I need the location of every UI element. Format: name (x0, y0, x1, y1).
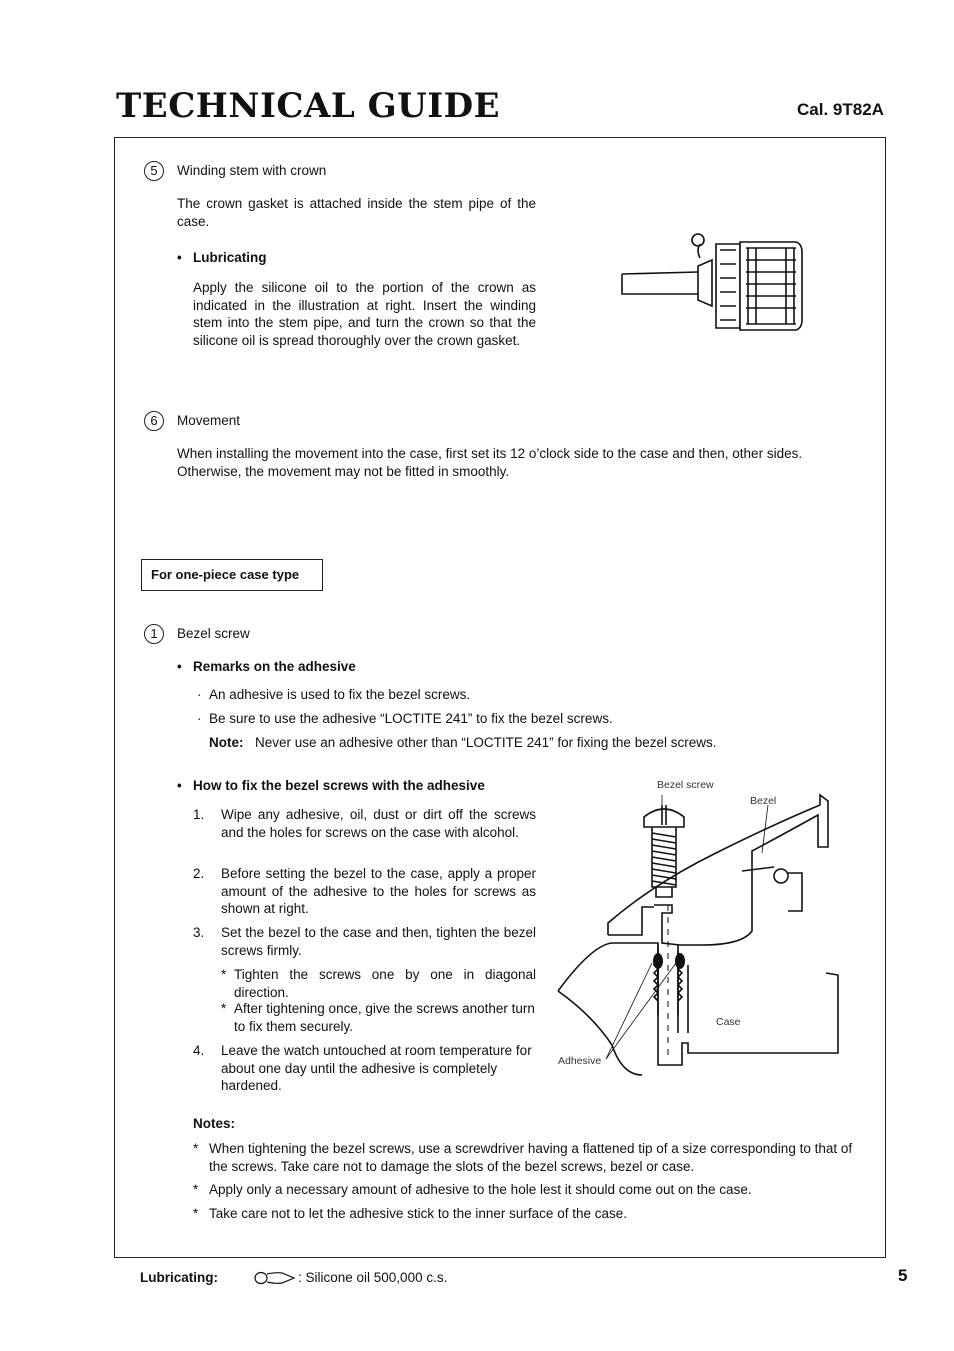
label-bezel: Bezel (750, 795, 777, 807)
sub-star: * (221, 1001, 227, 1016)
step-number: 3. (193, 925, 205, 940)
remark-dot-1: · (197, 687, 202, 702)
label-adhesive: Adhesive (558, 1055, 602, 1067)
note-item: Apply only a necessary amount of adhesive to the hole lest it should come out on the case. (209, 1182, 752, 1197)
section-number-6: 6 (144, 411, 164, 431)
page-title: TECHNICAL GUIDE (116, 86, 501, 126)
movement-text: When installing the movement into the case, first set its 12 o’clock side to the case and then, other sides. Otherwise, the movement may not be fitted in smoothly. (177, 446, 803, 479)
caliber-label: Cal. 9T82A (797, 100, 884, 119)
case-type-label: For one-piece case type (141, 559, 323, 591)
step-text: Before setting the bezel to the case, apply a proper amount of the adhesive to the holes for screws as shown at right. (221, 866, 536, 916)
note-star: * (193, 1206, 199, 1221)
note-item: When tightening the bezel screws, use a screwdriver having a flattened tip of a size corresponding to that of the screws. Take care not to damage the slots of the bezel screws, bezel or case. (209, 1141, 853, 1174)
page-number: 5 (898, 1266, 908, 1285)
oil-drop-icon (254, 1271, 296, 1285)
remark-2: Be sure to use the adhesive “LOCTITE 241” to fix the bezel screws. (209, 711, 613, 726)
notes-heading: Notes: (193, 1116, 236, 1131)
step-number: 1. (193, 807, 205, 822)
lubricating-subheading: Lubricating (193, 250, 267, 265)
section-heading-winding-stem: Winding stem with crown (177, 163, 327, 178)
note-text: Never use an adhesive other than “LOCTITE 241” for fixing the bezel screws. (255, 735, 717, 750)
step-number: 2. (193, 866, 205, 881)
bezel-screw-diagram (552, 775, 852, 1075)
howto-bullet: • (177, 778, 182, 793)
section-number-5: 5 (144, 161, 164, 181)
footer-lubricating-label: Lubricating: (140, 1270, 218, 1285)
note-star: * (193, 1141, 199, 1156)
sub-note-diagonal: Tighten the screws one by one in diagonal direction. (234, 967, 536, 1000)
remarks-subheading: Remarks on the adhesive (193, 659, 356, 674)
step-text: Set the bezel to the case and then, tighten the bezel screws firmly. (221, 925, 536, 958)
section-heading-bezel-screw: Bezel screw (177, 626, 250, 641)
note-item: Take care not to let the adhesive stick to the inner surface of the case. (209, 1206, 627, 1221)
howto-subheading: How to fix the bezel screws with the adhesive (193, 778, 485, 793)
label-bezel-screw: Bezel screw (657, 779, 714, 791)
note-label: Note: (209, 735, 244, 750)
label-case: Case (716, 1016, 741, 1028)
remark-dot-2: · (197, 711, 202, 726)
step-number: 4. (193, 1043, 205, 1058)
remark-1: An adhesive is used to fix the bezel screws. (209, 687, 471, 702)
remarks-bullet: • (177, 659, 182, 674)
footer-oil-text: : Silicone oil 500,000 c.s. (298, 1270, 448, 1285)
step-text: Leave the watch untouched at room temperature for about one day until the adhesive is completely hardened. (221, 1043, 532, 1093)
crown-illustration (616, 230, 806, 334)
section-number-1: 1 (144, 624, 164, 644)
lubricating-bullet: • (177, 250, 182, 265)
step-text: Wipe any adhesive, oil, dust or dirt off the screws and the holes for screws on the case with alcohol. (221, 807, 536, 840)
sub-note-another-turn: After tightening once, give the screws another turn to fix them securely. (234, 1001, 535, 1034)
crown-gasket-intro: The crown gasket is attached inside the stem pipe of the case. (177, 196, 536, 229)
lubricating-text: Apply the silicone oil to the portion of the crown as indicated in the illustration at right. Insert the winding stem into the stem pipe, and turn the crown so that the silicone oil is spread thoroughly over the crown gasket. (193, 280, 536, 348)
note-star: * (193, 1182, 199, 1197)
sub-star: * (221, 967, 227, 982)
section-heading-movement: Movement (177, 413, 241, 428)
